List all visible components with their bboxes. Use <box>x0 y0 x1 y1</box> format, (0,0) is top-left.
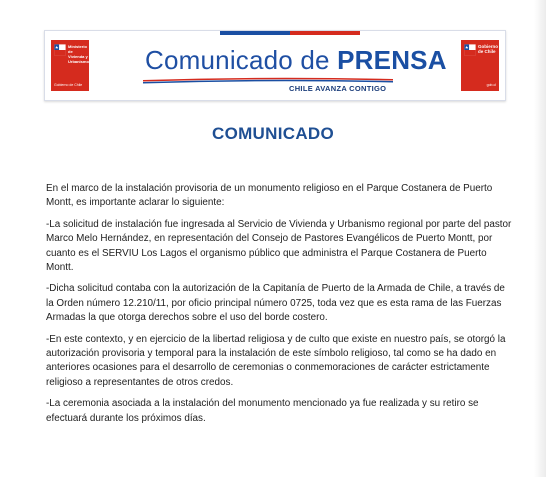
page-edge-shadow <box>534 0 546 477</box>
banner-title-bold: PRENSA <box>337 45 447 75</box>
paragraph: -La ceremonia asociada a la instalación del monumento mencionado ya fue realizada y su retiro se efectuará durante los próximos días. <box>46 398 479 424</box>
coat-of-arms-icon <box>53 43 67 57</box>
paragraph: -Dicha solicitud contaba con la autorización de la Capitanía de Puerto de la Armada de Chile, a través de la Orden número 12.210/11, por oficio principal número 0725, toda vez que es esta rama de las Fuerzas Armadas la que otorga derechos sobre el uso del borde costero. <box>46 283 505 324</box>
paragraph: -En este contexto, y en ejercicio de la libertad religiosa y de culto que existe en nuestro país, se otorgó la autorización provisoria y temporal para la instalación de este símbolo religioso, tal como se ha dado en anteriores ocasiones para el desarrollo de ceremonias o conmemoraciones de carácter estrictamente religioso a representantes de otros credos. <box>46 333 506 388</box>
paragraph: -La solicitud de instalación fue ingresada al Servicio de Vivienda y Urbanismo regional por parte del pastor Marco Melo Hernández, en representación del Consejo de Pastores Evangélicos de Puerto Montt, por cuanto es el SERVIU Los Lagos el organismo público que administra el Parque Costanera de Puerto Montt. <box>46 218 512 274</box>
government-logo <box>461 40 499 91</box>
banner-title <box>145 45 447 76</box>
paragraph: En el marco de la instalación provisoria de un monumento religioso en el Parque Costanera de Puerto Montt, es importante aclarar lo siguiente: <box>46 183 493 209</box>
banner-tagline: CHILE AVANZA CONTIGO <box>289 84 387 93</box>
ministry-logo <box>51 40 89 91</box>
swoosh-graphic <box>143 76 393 84</box>
ministry-logo-text: Ministerio de Vivienda y Urbanismo <box>68 44 89 64</box>
page-title: COMUNICADO <box>212 124 334 143</box>
ministry-logo-subtext: Gobierno de Chile <box>54 83 83 87</box>
government-logo-text: Gobierno de Chile <box>478 44 498 54</box>
coat-of-arms-icon <box>463 43 477 57</box>
flag-stripe <box>220 31 360 35</box>
banner-title-light: Comunicado de <box>145 45 338 75</box>
government-logo-subtext: gob.cl <box>486 83 496 87</box>
press-banner <box>44 30 506 101</box>
statement-body <box>46 182 514 433</box>
